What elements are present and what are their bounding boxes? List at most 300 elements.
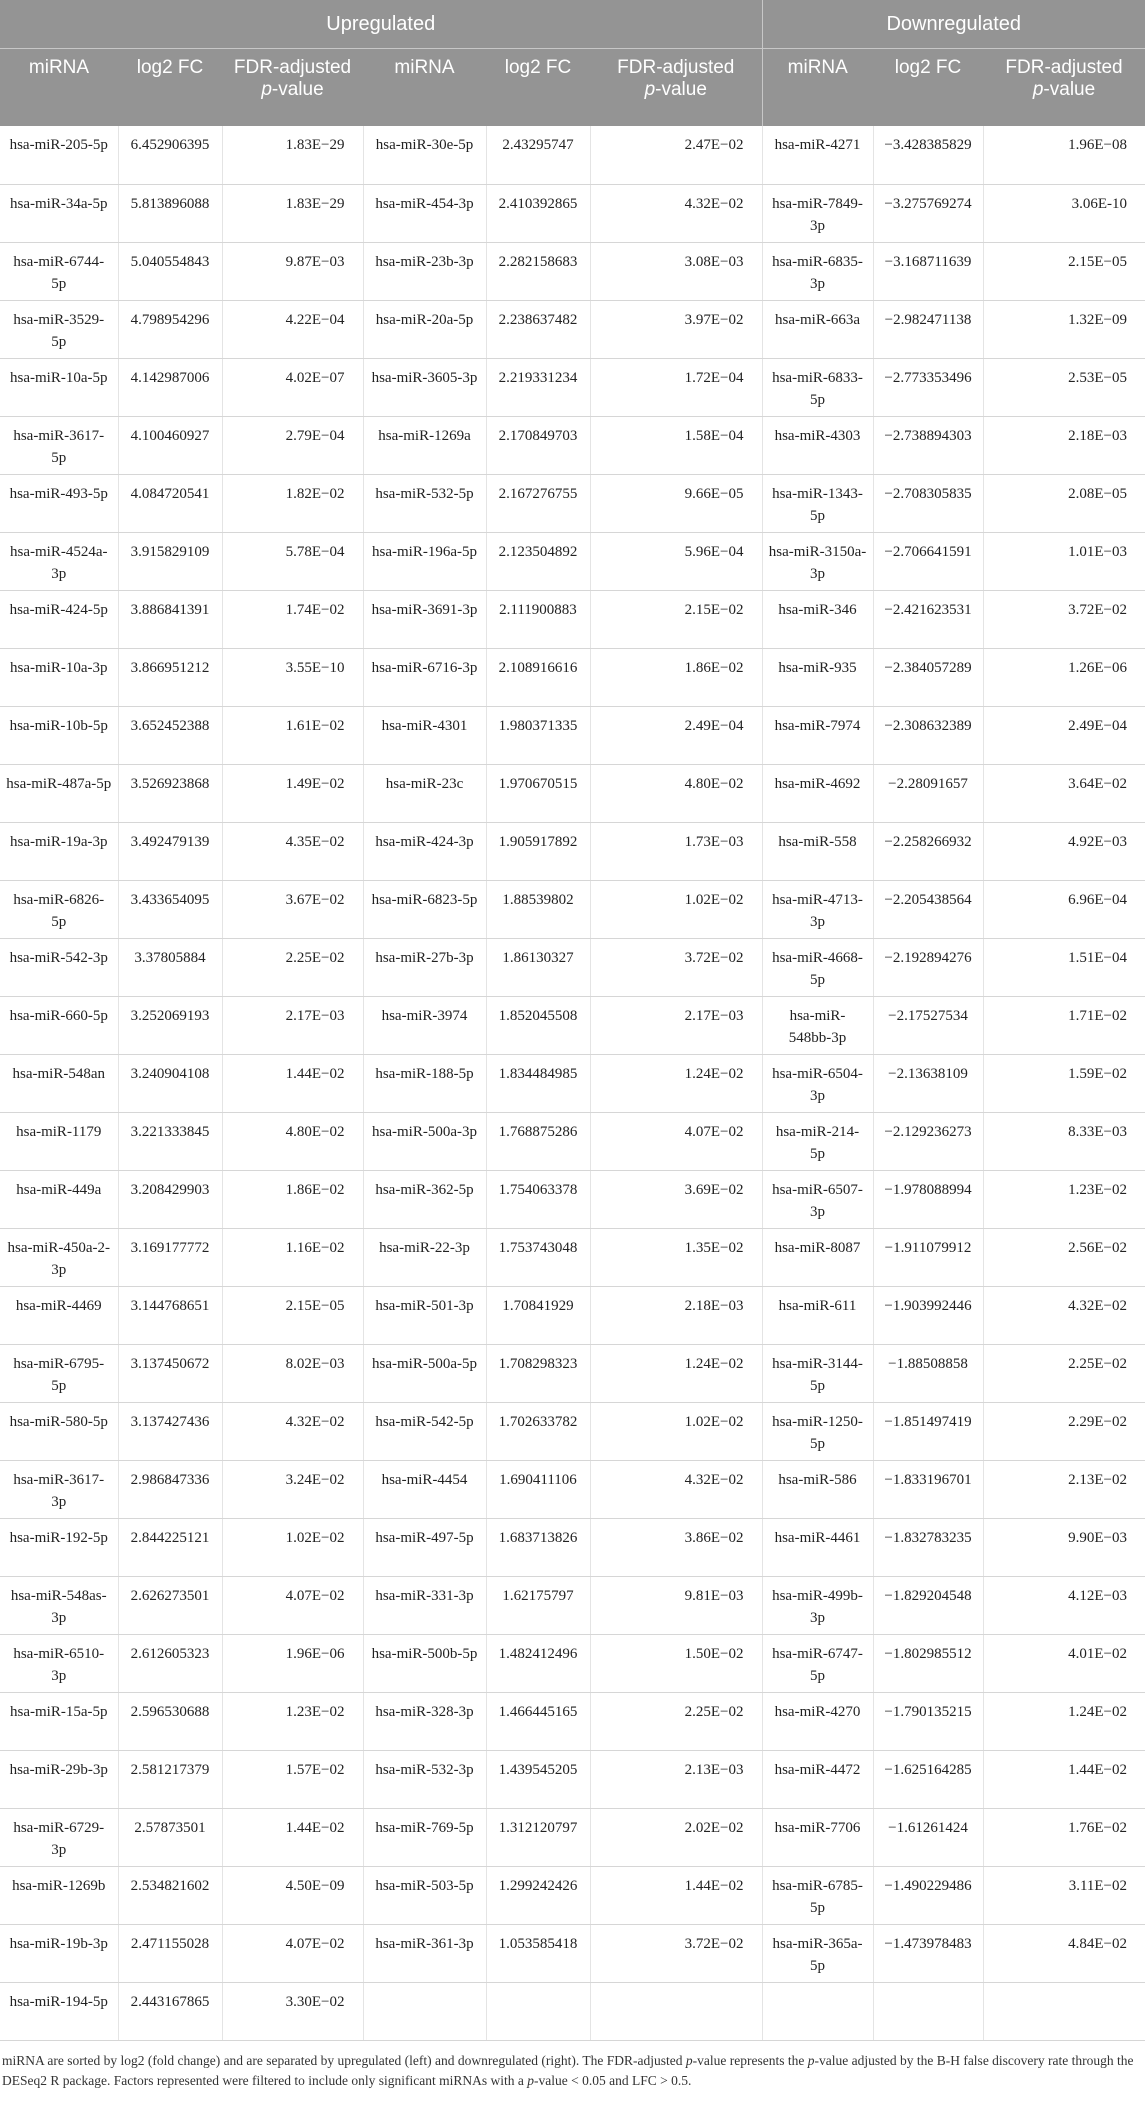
log2fc-cell: 4.084720541 <box>118 474 222 532</box>
mirna-cell: hsa-miR-6826-5p <box>0 880 118 938</box>
fdr-cell: 1.71E−02 <box>983 996 1145 1054</box>
log2fc-cell: 1.482412496 <box>486 1634 590 1692</box>
fdr-cell: 3.67E−02 <box>222 880 363 938</box>
mirna-cell: hsa-miR-7706 <box>762 1808 873 1866</box>
fdr-cell: 4.32E−02 <box>983 1286 1145 1344</box>
log2fc-cell: 2.108916616 <box>486 648 590 706</box>
log2fc-cell: −1.490229486 <box>873 1866 983 1924</box>
table-row <box>0 1634 1145 1692</box>
table-row <box>0 1112 1145 1170</box>
mirna-cell: hsa-miR-22-3p <box>363 1228 486 1286</box>
log2fc-cell: 3.915829109 <box>118 532 222 590</box>
fdr-cell: 3.64E−02 <box>983 764 1145 822</box>
log2fc-cell: 1.708298323 <box>486 1344 590 1402</box>
fdr-cell: 2.49E−04 <box>590 706 762 764</box>
log2fc-cell: 1.690411106 <box>486 1460 590 1518</box>
mirna-cell: hsa-miR-15a-5p <box>0 1692 118 1750</box>
log2fc-cell: 2.57873501 <box>118 1808 222 1866</box>
log2fc-cell: −1.61261424 <box>873 1808 983 1866</box>
mirna-cell: hsa-miR-6744-5p <box>0 242 118 300</box>
fdr-cell: 1.24E−02 <box>590 1054 762 1112</box>
mirna-cell: hsa-miR-501-3p <box>363 1286 486 1344</box>
mirna-cell: hsa-miR-27b-3p <box>363 938 486 996</box>
table-row <box>0 1576 1145 1634</box>
table-row <box>0 126 1145 184</box>
table-row <box>0 474 1145 532</box>
table-row <box>0 880 1145 938</box>
col-header-mirna: miRNA <box>762 49 873 127</box>
column-header-row <box>0 49 1145 127</box>
log2fc-cell: 2.282158683 <box>486 242 590 300</box>
fdr-cell: 2.25E−02 <box>222 938 363 996</box>
upregulated-header: Upregulated <box>0 0 762 49</box>
fdr-cell: 3.72E−02 <box>590 938 762 996</box>
log2fc-cell: −1.790135215 <box>873 1692 983 1750</box>
log2fc-cell <box>486 1982 590 2040</box>
mirna-cell: hsa-miR-769-5p <box>363 1808 486 1866</box>
fdr-cell: 1.35E−02 <box>590 1228 762 1286</box>
log2fc-cell: 4.142987006 <box>118 358 222 416</box>
mirna-cell: hsa-miR-935 <box>762 648 873 706</box>
mirna-cell: hsa-miR-487a-5p <box>0 764 118 822</box>
fdr-cell: 4.35E−02 <box>222 822 363 880</box>
mirna-cell: hsa-miR-6747-5p <box>762 1634 873 1692</box>
mirna-cell: hsa-miR-3617-3p <box>0 1460 118 1518</box>
log2fc-cell: 3.433654095 <box>118 880 222 938</box>
table-row <box>0 1054 1145 1112</box>
fdr-cell: 2.18E−03 <box>983 416 1145 474</box>
table-row <box>0 358 1145 416</box>
table-row <box>0 1344 1145 1402</box>
log2fc-cell: 3.252069193 <box>118 996 222 1054</box>
log2fc-cell: 2.844225121 <box>118 1518 222 1576</box>
fdr-cell: 1.83E−29 <box>222 184 363 242</box>
mirna-cell: hsa-miR-1343-5p <box>762 474 873 532</box>
log2fc-cell: 3.221333845 <box>118 1112 222 1170</box>
log2fc-cell: 2.612605323 <box>118 1634 222 1692</box>
fdr-cell: 1.86E−02 <box>222 1170 363 1228</box>
fdr-cell: 4.32E−02 <box>222 1402 363 1460</box>
log2fc-cell: 2.986847336 <box>118 1460 222 1518</box>
fdr-cell: 9.81E−03 <box>590 1576 762 1634</box>
log2fc-cell: 1.754063378 <box>486 1170 590 1228</box>
log2fc-cell: −2.708305835 <box>873 474 983 532</box>
mirna-cell: hsa-miR-8087 <box>762 1228 873 1286</box>
log2fc-cell: 2.167276755 <box>486 474 590 532</box>
log2fc-cell: −1.903992446 <box>873 1286 983 1344</box>
log2fc-cell: 2.410392865 <box>486 184 590 242</box>
mirna-cell: hsa-miR-3529-5p <box>0 300 118 358</box>
fdr-cell: 1.23E−02 <box>983 1170 1145 1228</box>
table-row <box>0 938 1145 996</box>
table-row <box>0 822 1145 880</box>
mirna-cell: hsa-miR-6795-5p <box>0 1344 118 1402</box>
table-row <box>0 532 1145 590</box>
mirna-cell: hsa-miR-424-5p <box>0 590 118 648</box>
log2fc-cell: −1.473978483 <box>873 1924 983 1982</box>
log2fc-cell: 1.86130327 <box>486 938 590 996</box>
mirna-cell: hsa-miR-20a-5p <box>363 300 486 358</box>
fdr-cell: 1.23E−02 <box>222 1692 363 1750</box>
table-row <box>0 300 1145 358</box>
fdr-cell: 1.58E−04 <box>590 416 762 474</box>
table-row <box>0 1866 1145 1924</box>
mirna-cell: hsa-miR-548an <box>0 1054 118 1112</box>
fdr-cell: 1.02E−02 <box>590 880 762 938</box>
fdr-cell: 9.90E−03 <box>983 1518 1145 1576</box>
log2fc-cell: −1.625164285 <box>873 1750 983 1808</box>
fdr-cell: 8.33E−03 <box>983 1112 1145 1170</box>
fdr-cell: 2.53E−05 <box>983 358 1145 416</box>
mirna-cell: hsa-miR-34a-5p <box>0 184 118 242</box>
fdr-cell: 3.55E−10 <box>222 648 363 706</box>
mirna-cell: hsa-miR-6510-3p <box>0 1634 118 1692</box>
mirna-cell: hsa-miR-4301 <box>363 706 486 764</box>
fdr-cell: 1.44E−02 <box>222 1808 363 1866</box>
mirna-cell: hsa-miR-4668-5p <box>762 938 873 996</box>
fdr-cell: 1.86E−02 <box>590 648 762 706</box>
log2fc-cell: 1.753743048 <box>486 1228 590 1286</box>
fdr-cell: 2.13E−02 <box>983 1460 1145 1518</box>
table-footnote: miRNA are sorted by log2 (fold change) and are separated by upregulated (left) and downregulated (right). The FDR-adjusted p-value represents the p-value adjusted by the B-H false discovery rate through the DESeq2 R package. Factors represented were filtered to include only significant miRNAs with a p-value < 0.05 and LFC > 0.5. <box>2 2052 1134 2088</box>
log2fc-cell: −1.802985512 <box>873 1634 983 1692</box>
log2fc-cell: −1.978088994 <box>873 1170 983 1228</box>
mirna-cell: hsa-miR-558 <box>762 822 873 880</box>
mirna-cell: hsa-miR-663a <box>762 300 873 358</box>
log2fc-cell: 1.053585418 <box>486 1924 590 1982</box>
fdr-cell: 1.50E−02 <box>590 1634 762 1692</box>
mirna-cell: hsa-miR-6835-3p <box>762 242 873 300</box>
log2fc-cell: −2.384057289 <box>873 648 983 706</box>
mirna-cell: hsa-miR-7974 <box>762 706 873 764</box>
log2fc-cell: 2.581217379 <box>118 1750 222 1808</box>
log2fc-cell: 4.798954296 <box>118 300 222 358</box>
fdr-cell: 2.47E−02 <box>590 126 762 184</box>
log2fc-cell: 1.905917892 <box>486 822 590 880</box>
log2fc-cell: 3.240904108 <box>118 1054 222 1112</box>
log2fc-cell: −2.308632389 <box>873 706 983 764</box>
mirna-cell: hsa-miR-3144-5p <box>762 1344 873 1402</box>
mirna-cell: hsa-miR-1269b <box>0 1866 118 1924</box>
fdr-cell: 2.79E−04 <box>222 416 363 474</box>
fdr-cell: 1.24E−02 <box>983 1692 1145 1750</box>
mirna-cell: hsa-miR-3691-3p <box>363 590 486 648</box>
fdr-cell: 4.12E−03 <box>983 1576 1145 1634</box>
log2fc-cell: 2.170849703 <box>486 416 590 474</box>
mirna-cell: hsa-miR-6507-3p <box>762 1170 873 1228</box>
log2fc-cell: 3.866951212 <box>118 648 222 706</box>
mirna-cell: hsa-miR-3617-5p <box>0 416 118 474</box>
fdr-cell: 4.84E−02 <box>983 1924 1145 1982</box>
fdr-cell: 3.08E−03 <box>590 242 762 300</box>
log2fc-cell: 2.626273501 <box>118 1576 222 1634</box>
mirna-cell: hsa-miR-194-5p <box>0 1982 118 2040</box>
mirna-cell: hsa-miR-4270 <box>762 1692 873 1750</box>
log2fc-cell: −1.88508858 <box>873 1344 983 1402</box>
mirna-cell: hsa-miR-10b-5p <box>0 706 118 764</box>
log2fc-cell: −2.258266932 <box>873 822 983 880</box>
fdr-cell: 2.25E−02 <box>590 1692 762 1750</box>
fdr-cell: 3.69E−02 <box>590 1170 762 1228</box>
fdr-cell: 4.50E−09 <box>222 1866 363 1924</box>
fdr-cell: 1.44E−02 <box>983 1750 1145 1808</box>
mirna-cell: hsa-miR-7849-3p <box>762 184 873 242</box>
table-row <box>0 1460 1145 1518</box>
fdr-cell: 1.73E−03 <box>590 822 762 880</box>
mirna-cell: hsa-miR-586 <box>762 1460 873 1518</box>
log2fc-cell <box>873 1982 983 2040</box>
mirna-cell: hsa-miR-4469 <box>0 1286 118 1344</box>
mirna-cell: hsa-miR-3974 <box>363 996 486 1054</box>
log2fc-cell: 1.466445165 <box>486 1692 590 1750</box>
log2fc-cell: 3.37805884 <box>118 938 222 996</box>
fdr-cell: 2.15E−02 <box>590 590 762 648</box>
mirna-cell: hsa-miR-611 <box>762 1286 873 1344</box>
fdr-cell: 2.13E−03 <box>590 1750 762 1808</box>
fdr-cell: 1.26E−06 <box>983 648 1145 706</box>
table-row <box>0 1750 1145 1808</box>
log2fc-cell: −1.833196701 <box>873 1460 983 1518</box>
table-body <box>0 126 1145 2040</box>
log2fc-cell: 3.208429903 <box>118 1170 222 1228</box>
table-row <box>0 590 1145 648</box>
mirna-cell: hsa-miR-500a-3p <box>363 1112 486 1170</box>
table-row <box>0 706 1145 764</box>
fdr-cell: 1.44E−02 <box>590 1866 762 1924</box>
fdr-cell <box>983 1982 1145 2040</box>
fdr-cell: 3.86E−02 <box>590 1518 762 1576</box>
downregulated-header: Downregulated <box>762 0 1145 49</box>
fdr-cell: 2.18E−03 <box>590 1286 762 1344</box>
log2fc-cell: 5.813896088 <box>118 184 222 242</box>
mirna-cell: hsa-miR-500a-5p <box>363 1344 486 1402</box>
group-header-row <box>0 0 1145 49</box>
mirna-cell: hsa-miR-196a-5p <box>363 532 486 590</box>
fdr-cell: 1.02E−02 <box>222 1518 363 1576</box>
fdr-cell: 4.07E−02 <box>222 1924 363 1982</box>
fdr-cell: 1.72E−04 <box>590 358 762 416</box>
mirna-cell: hsa-miR-548as-3p <box>0 1576 118 1634</box>
log2fc-cell: 6.452906395 <box>118 126 222 184</box>
fdr-cell: 6.96E−04 <box>983 880 1145 938</box>
col-header-fdr: FDR-adjusted p-value <box>983 49 1145 127</box>
fdr-cell: 1.24E−02 <box>590 1344 762 1402</box>
log2fc-cell: 1.702633782 <box>486 1402 590 1460</box>
fdr-cell: 4.02E−07 <box>222 358 363 416</box>
mirna-cell <box>762 1982 873 2040</box>
fdr-cell: 4.80E−02 <box>590 764 762 822</box>
log2fc-cell: −3.168711639 <box>873 242 983 300</box>
fdr-cell: 2.56E−02 <box>983 1228 1145 1286</box>
log2fc-cell: 5.040554843 <box>118 242 222 300</box>
mirna-cell: hsa-miR-10a-5p <box>0 358 118 416</box>
mirna-cell: hsa-miR-4472 <box>762 1750 873 1808</box>
mirna-cell: hsa-miR-454-3p <box>363 184 486 242</box>
table-row <box>0 1286 1145 1344</box>
col-header-fdr: FDR-adjusted p-value <box>590 49 762 127</box>
log2fc-cell: 2.471155028 <box>118 1924 222 1982</box>
log2fc-cell: 1.683713826 <box>486 1518 590 1576</box>
fdr-cell <box>590 1982 762 2040</box>
log2fc-cell: 3.137450672 <box>118 1344 222 1402</box>
log2fc-cell: 3.137427436 <box>118 1402 222 1460</box>
table-row <box>0 184 1145 242</box>
log2fc-cell: 1.70841929 <box>486 1286 590 1344</box>
mirna-cell: hsa-miR-449a <box>0 1170 118 1228</box>
mirna-cell: hsa-miR-19b-3p <box>0 1924 118 1982</box>
table-row <box>0 1170 1145 1228</box>
table-row <box>0 1402 1145 1460</box>
mirna-cell: hsa-miR-361-3p <box>363 1924 486 1982</box>
fdr-cell: 2.02E−02 <box>590 1808 762 1866</box>
log2fc-cell: −1.829204548 <box>873 1576 983 1634</box>
mirna-cell: hsa-miR-532-3p <box>363 1750 486 1808</box>
mirna-cell: hsa-miR-580-5p <box>0 1402 118 1460</box>
fdr-cell: 2.17E−03 <box>222 996 363 1054</box>
log2fc-cell: 1.439545205 <box>486 1750 590 1808</box>
mirna-cell: hsa-miR-660-5p <box>0 996 118 1054</box>
log2fc-cell: 4.100460927 <box>118 416 222 474</box>
mirna-cell: hsa-miR-23c <box>363 764 486 822</box>
fdr-cell: 1.82E−02 <box>222 474 363 532</box>
mirna-cell: hsa-miR-500b-5p <box>363 1634 486 1692</box>
log2fc-cell: −2.982471138 <box>873 300 983 358</box>
mirna-cell: hsa-miR-23b-3p <box>363 242 486 300</box>
log2fc-cell: 2.111900883 <box>486 590 590 648</box>
fdr-cell: 3.72E−02 <box>983 590 1145 648</box>
fdr-cell: 3.72E−02 <box>590 1924 762 1982</box>
mirna-cell: hsa-miR-1250-5p <box>762 1402 873 1460</box>
mirna-cell: hsa-miR-188-5p <box>363 1054 486 1112</box>
log2fc-cell: 1.834484985 <box>486 1054 590 1112</box>
fdr-cell: 3.24E−02 <box>222 1460 363 1518</box>
fdr-cell: 5.96E−04 <box>590 532 762 590</box>
log2fc-cell: −1.832783235 <box>873 1518 983 1576</box>
mirna-cell: hsa-miR-331-3p <box>363 1576 486 1634</box>
table-row <box>0 996 1145 1054</box>
log2fc-cell: 3.169177772 <box>118 1228 222 1286</box>
fdr-cell: 5.78E−04 <box>222 532 363 590</box>
log2fc-cell: 1.88539802 <box>486 880 590 938</box>
log2fc-cell: −2.738894303 <box>873 416 983 474</box>
fdr-cell: 9.87E−03 <box>222 242 363 300</box>
mirna-cell: hsa-miR-532-5p <box>363 474 486 532</box>
mirna-cell <box>363 1982 486 2040</box>
col-header-mirna: miRNA <box>363 49 486 127</box>
fdr-cell: 2.08E−05 <box>983 474 1145 532</box>
table-row <box>0 416 1145 474</box>
fdr-cell: 1.96E−08 <box>983 126 1145 184</box>
fdr-cell: 9.66E−05 <box>590 474 762 532</box>
log2fc-cell: −2.706641591 <box>873 532 983 590</box>
log2fc-cell: 3.492479139 <box>118 822 222 880</box>
mirna-cell: hsa-miR-19a-3p <box>0 822 118 880</box>
mirna-cell: hsa-miR-4303 <box>762 416 873 474</box>
mirna-cell: hsa-miR-542-3p <box>0 938 118 996</box>
log2fc-cell: 2.123504892 <box>486 532 590 590</box>
col-header-mirna: miRNA <box>0 49 118 127</box>
table-row <box>0 764 1145 822</box>
log2fc-cell: −2.17527534 <box>873 996 983 1054</box>
mirna-cell: hsa-miR-346 <box>762 590 873 648</box>
mirna-cell: hsa-miR-192-5p <box>0 1518 118 1576</box>
fdr-cell: 1.83E−29 <box>222 126 363 184</box>
log2fc-cell: 3.144768651 <box>118 1286 222 1344</box>
table-row <box>0 1518 1145 1576</box>
fdr-cell: 3.06E-10 <box>983 184 1145 242</box>
table-row <box>0 1924 1145 1982</box>
log2fc-cell: 1.970670515 <box>486 764 590 822</box>
log2fc-cell: 3.886841391 <box>118 590 222 648</box>
mirna-cell: hsa-miR-3605-3p <box>363 358 486 416</box>
mirna-cell: hsa-miR-1179 <box>0 1112 118 1170</box>
mirna-cell: hsa-miR-548bb-3p <box>762 996 873 1054</box>
fdr-cell: 4.32E−02 <box>590 1460 762 1518</box>
mirna-cell: hsa-miR-6823-5p <box>363 880 486 938</box>
fdr-cell: 1.44E−02 <box>222 1054 363 1112</box>
mirna-cell: hsa-miR-1269a <box>363 416 486 474</box>
log2fc-cell: −2.421623531 <box>873 590 983 648</box>
fdr-cell: 3.30E−02 <box>222 1982 363 2040</box>
mirna-cell: hsa-miR-6504-3p <box>762 1054 873 1112</box>
log2fc-cell: −2.13638109 <box>873 1054 983 1112</box>
mirna-cell: hsa-miR-4524a-3p <box>0 532 118 590</box>
fdr-cell: 4.92E−03 <box>983 822 1145 880</box>
mirna-cell: hsa-miR-4461 <box>762 1518 873 1576</box>
mirna-cell: hsa-miR-6716-3p <box>363 648 486 706</box>
mirna-cell: hsa-miR-4271 <box>762 126 873 184</box>
table-row <box>0 1808 1145 1866</box>
fdr-cell: 3.11E−02 <box>983 1866 1145 1924</box>
fdr-cell: 2.15E−05 <box>222 1286 363 1344</box>
mirna-cell: hsa-miR-4454 <box>363 1460 486 1518</box>
mirna-cell: hsa-miR-542-5p <box>363 1402 486 1460</box>
log2fc-cell: −2.205438564 <box>873 880 983 938</box>
mirna-cell: hsa-miR-4692 <box>762 764 873 822</box>
log2fc-cell: −1.911079912 <box>873 1228 983 1286</box>
fdr-cell: 1.96E−06 <box>222 1634 363 1692</box>
fdr-cell: 2.17E−03 <box>590 996 762 1054</box>
fdr-cell: 1.61E−02 <box>222 706 363 764</box>
table-row <box>0 648 1145 706</box>
log2fc-cell: 2.443167865 <box>118 1982 222 2040</box>
col-header-log2fc: log2 FC <box>118 49 222 127</box>
mirna-cell: hsa-miR-10a-3p <box>0 648 118 706</box>
mirna-cell: hsa-miR-328-3p <box>363 1692 486 1750</box>
mirna-cell: hsa-miR-493-5p <box>0 474 118 532</box>
table-row <box>0 1228 1145 1286</box>
mirna-cell: hsa-miR-6785-5p <box>762 1866 873 1924</box>
fdr-cell: 4.32E−02 <box>590 184 762 242</box>
mirna-cell: hsa-miR-365a-5p <box>762 1924 873 1982</box>
log2fc-cell: −2.28091657 <box>873 764 983 822</box>
mirna-cell: hsa-miR-29b-3p <box>0 1750 118 1808</box>
log2fc-cell: −2.129236273 <box>873 1112 983 1170</box>
log2fc-cell: 1.852045508 <box>486 996 590 1054</box>
mirna-cell: hsa-miR-424-3p <box>363 822 486 880</box>
log2fc-cell: 2.238637482 <box>486 300 590 358</box>
fdr-cell: 1.32E−09 <box>983 300 1145 358</box>
fdr-cell: 2.15E−05 <box>983 242 1145 300</box>
mirna-cell: hsa-miR-6729-3p <box>0 1808 118 1866</box>
fdr-cell: 1.59E−02 <box>983 1054 1145 1112</box>
fdr-cell: 2.49E−04 <box>983 706 1145 764</box>
fdr-cell: 4.07E−02 <box>222 1576 363 1634</box>
mirna-cell: hsa-miR-499b-3p <box>762 1576 873 1634</box>
log2fc-cell: 2.596530688 <box>118 1692 222 1750</box>
mirna-cell: hsa-miR-362-5p <box>363 1170 486 1228</box>
log2fc-cell: −2.773353496 <box>873 358 983 416</box>
